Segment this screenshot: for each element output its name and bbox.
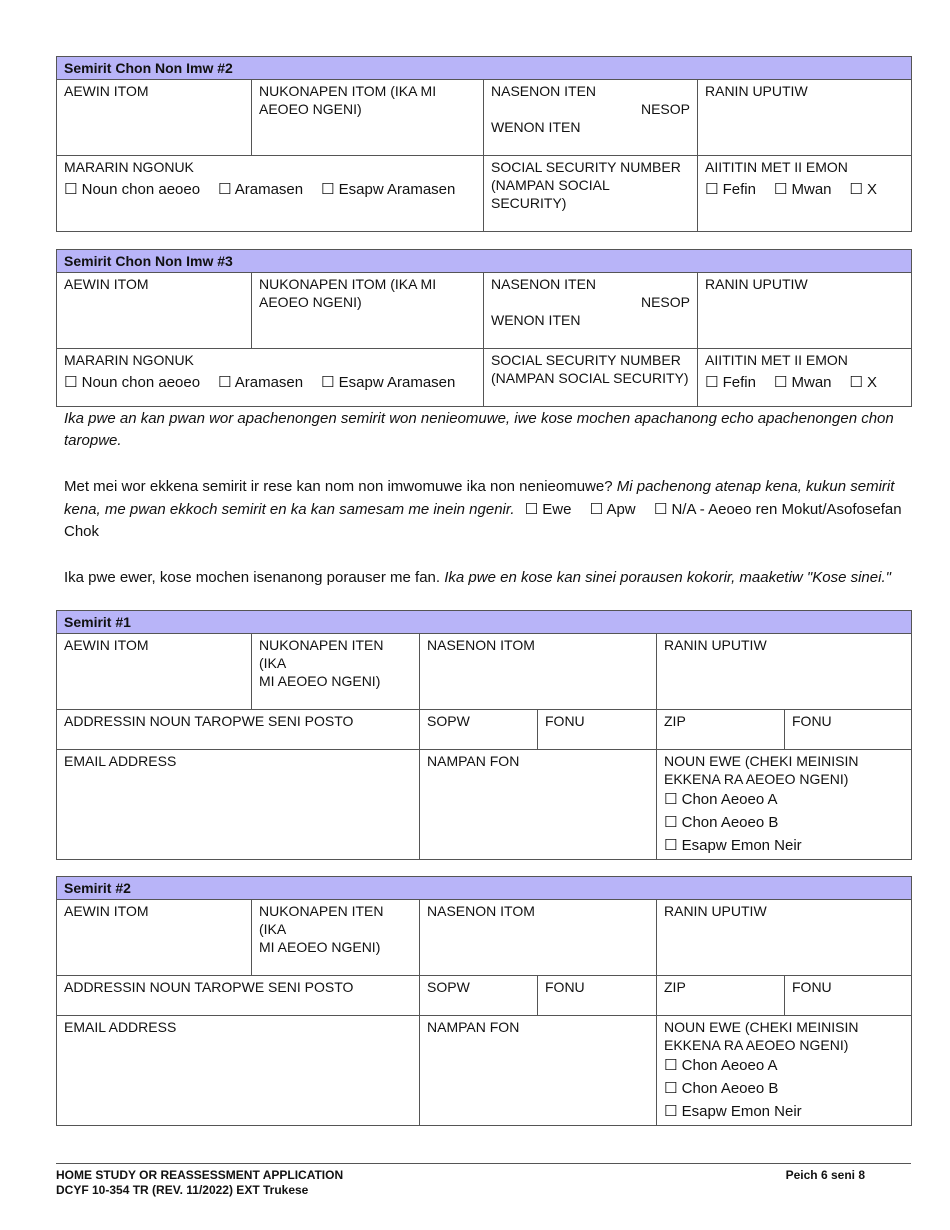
zip-label: ZIP — [664, 979, 686, 995]
middle-initial-label: RANIN UPUTIW — [664, 637, 767, 653]
relationship-option-nonrelative[interactable] — [321, 374, 455, 391]
last-name-field[interactable] — [252, 80, 484, 156]
first-name-field[interactable] — [57, 273, 252, 349]
parent-option-a[interactable] — [664, 1054, 904, 1077]
option-label: Chon Aeoeo A — [681, 1057, 778, 1074]
first-name-field[interactable] — [57, 80, 252, 156]
checkbox-icon: ☐ — [664, 813, 678, 831]
zip-field[interactable] — [657, 976, 785, 1016]
checkbox-icon: ☐ — [524, 500, 539, 518]
parent-label-2: EKKENA RA AEOEO NGENI) — [664, 1037, 849, 1053]
checkbox-icon: ☐ — [64, 373, 78, 391]
email-field[interactable] — [57, 750, 420, 860]
address-field[interactable] — [57, 710, 420, 750]
option-label: Noun chon aeoeo — [81, 374, 201, 391]
answer-no-label: Apw — [606, 501, 636, 518]
address-label: ADDRESSIN NOUN TAROPWE SENI POSTO — [64, 713, 354, 729]
answer-na-label: N/A - Aeoeo ren Mokut/Asofosefan Chok — [64, 501, 902, 540]
option-label: Esapw Aramasen — [338, 374, 456, 391]
relationship-option-relative[interactable] — [218, 181, 303, 198]
last-name-field[interactable] — [252, 634, 420, 710]
option-label: Fefin — [722, 374, 756, 391]
relationship-field — [57, 156, 484, 232]
parent-label-1: NOUN EWE (CHEKI MEINISIN — [664, 1019, 859, 1035]
birthdate-label: NASENON ITOM — [427, 637, 535, 653]
country-label: FONU — [792, 713, 832, 729]
city-label: SOPW — [427, 979, 470, 995]
last-name-label-2: AEOEO NGENI) — [259, 294, 362, 310]
last-name-field[interactable] — [252, 900, 420, 976]
parent-option-b[interactable] — [664, 1077, 904, 1100]
relationship-option-nonrelative[interactable] — [321, 181, 455, 198]
option-label: Fefin — [722, 181, 756, 198]
gender-option-x[interactable] — [849, 374, 877, 391]
first-name-label: AEWIN ITOM — [64, 903, 149, 919]
middle-initial-field[interactable] — [698, 273, 912, 349]
option-label: Esapw Emon Neir — [681, 1103, 802, 1120]
checkbox-icon: ☐ — [653, 500, 668, 518]
middle-initial-label: RANIN UPUTIW — [705, 83, 808, 99]
checkbox-icon: ☐ — [664, 1079, 678, 1097]
footer-form-number: DCYF 10-354 TR (REV. 11/2022) EXT Trukese — [56, 1183, 309, 1197]
checkbox-icon: ☐ — [664, 1102, 678, 1120]
middle-initial-label: RANIN UPUTIW — [664, 903, 767, 919]
first-name-field[interactable] — [57, 900, 252, 976]
first-name-label: AEWIN ITOM — [64, 637, 149, 653]
page-footer — [56, 1163, 911, 1198]
child-1-section — [56, 610, 911, 860]
ssn-field[interactable] — [484, 156, 698, 232]
answer-yes-label: Ewe — [542, 501, 572, 518]
middle-initial-label: RANIN UPUTIW — [705, 276, 808, 292]
checkbox-icon: ☐ — [64, 180, 78, 198]
gender-option-male[interactable] — [774, 181, 832, 198]
relationship-field — [57, 349, 484, 407]
gender-option-x[interactable] — [849, 181, 877, 198]
option-label: Mwan — [791, 181, 832, 198]
birthdate-field[interactable] — [484, 80, 698, 156]
checkbox-icon: ☐ — [705, 180, 719, 198]
zip-field[interactable] — [657, 710, 785, 750]
household-member-3-title: Semirit Chon Non Imw #3 — [57, 250, 912, 273]
checkbox-icon: ☐ — [321, 180, 335, 198]
relationship-option-relative[interactable] — [218, 374, 303, 391]
checkbox-icon: ☐ — [589, 500, 604, 518]
household-member-3-section — [56, 249, 911, 407]
question-italic-text: Mi pachenong atenap kena, kukun semirit kena, me pwan ekkoch semirit en ka kan samesam me inein ngenir. — [64, 478, 895, 518]
country-field[interactable] — [785, 710, 912, 750]
option-label: Chon Aeoeo B — [681, 1080, 779, 1097]
relationship-label: MARARIN NGONUK — [64, 159, 194, 175]
state-field[interactable] — [538, 710, 657, 750]
gender-option-female[interactable] — [705, 374, 756, 391]
birthdate-month-label: NESOP — [640, 101, 690, 117]
last-name-label-2: (IKA — [259, 655, 287, 671]
middle-initial-field[interactable] — [698, 80, 912, 156]
parent-label-2: EKKENA RA AEOEO NGENI) — [664, 771, 849, 787]
parent-field — [657, 1016, 912, 1126]
first-name-label: AEWIN ITOM — [64, 276, 149, 292]
parent-option-neither[interactable] — [664, 1100, 904, 1123]
gender-option-female[interactable] — [705, 181, 756, 198]
gender-label: AIITITIN MET II EMON — [705, 352, 848, 368]
checkbox-icon: ☐ — [664, 790, 678, 808]
address-field[interactable] — [57, 976, 420, 1016]
birthdate-label: NASENON ITOM — [427, 903, 535, 919]
first-name-field[interactable] — [57, 634, 252, 710]
checkbox-icon: ☐ — [321, 373, 335, 391]
last-name-label-1: NUKONAPEN ITEN — [259, 637, 384, 653]
birthdate-day-label: WENON ITEN — [491, 312, 581, 328]
household-member-2-table — [56, 56, 912, 232]
parent-label-1: NOUN EWE (CHEKI MEINISIN — [664, 753, 859, 769]
ssn-field[interactable] — [484, 349, 698, 407]
child-2-table — [56, 876, 912, 1126]
gender-field — [698, 349, 912, 407]
option-label: Aramasen — [234, 181, 304, 198]
checkbox-icon: ☐ — [849, 373, 863, 391]
city-field[interactable] — [420, 976, 538, 1016]
last-name-label-3: MI AEOEO NGENI) — [259, 673, 381, 689]
first-name-label: AEWIN ITOM — [64, 83, 149, 99]
country-field[interactable] — [785, 976, 912, 1016]
checkbox-icon: ☐ — [773, 373, 788, 391]
city-field[interactable] — [420, 710, 538, 750]
option-label: Esapw Emon Neir — [681, 837, 802, 854]
last-name-field[interactable] — [252, 273, 484, 349]
parent-option-a[interactable] — [664, 788, 904, 811]
instruction-text: Ika pwe ewer, kose mochen isenanong porauser me fan. — [64, 569, 441, 586]
ssn-label-1: SOCIAL SECURITY NUMBER — [491, 352, 681, 368]
option-label: X — [867, 181, 878, 198]
option-label: Mwan — [791, 374, 832, 391]
parent-option-neither[interactable] — [664, 834, 904, 857]
country-label: FONU — [792, 979, 832, 995]
address-label: ADDRESSIN NOUN TAROPWE SENI POSTO — [64, 979, 354, 995]
checkbox-icon: ☐ — [773, 180, 788, 198]
phone-field[interactable] — [420, 750, 657, 860]
last-name-label-1: NUKONAPEN ITEN — [259, 903, 384, 919]
answer-no-checkbox[interactable] — [590, 501, 636, 518]
checkbox-icon: ☐ — [217, 180, 232, 198]
birthdate-field[interactable] — [420, 900, 657, 976]
child-2-section — [56, 876, 911, 1126]
footer-form-title: HOME STUDY OR REASSESSMENT APPLICATION — [56, 1168, 344, 1182]
email-label: EMAIL ADDRESS — [64, 753, 177, 769]
child-1-table — [56, 610, 912, 860]
last-name-label-1: NUKONAPEN ITOM (IKA MI — [259, 83, 437, 99]
email-label: EMAIL ADDRESS — [64, 1019, 177, 1035]
child-2-title: Semirit #2 — [57, 877, 912, 900]
checkbox-icon: ☐ — [705, 373, 719, 391]
birthdate-label: NASENON ITEN — [491, 83, 597, 99]
checkbox-icon: ☐ — [664, 836, 678, 854]
ssn-label-3: SECURITY) — [491, 195, 567, 211]
household-member-2-section — [56, 56, 911, 232]
phone-field[interactable] — [420, 1016, 657, 1126]
checkbox-icon: ☐ — [664, 1056, 678, 1074]
email-field[interactable] — [57, 1016, 420, 1126]
state-field[interactable] — [538, 976, 657, 1016]
relationship-label: MARARIN NGONUK — [64, 352, 194, 368]
option-label: Esapw Aramasen — [338, 181, 456, 198]
household-member-3-table — [56, 249, 912, 407]
child-1-title: Semirit #1 — [57, 611, 912, 634]
question-other-children — [64, 476, 904, 543]
parent-option-b[interactable] — [664, 811, 904, 834]
middle-initial-field[interactable] — [657, 634, 912, 710]
ssn-label-2: (NAMPAN SOCIAL SECURITY) — [491, 370, 689, 386]
household-member-2-title: Semirit Chon Non Imw #2 — [57, 57, 912, 80]
relationship-option-parent[interactable] — [64, 181, 200, 198]
birthdate-field[interactable] — [484, 273, 698, 349]
option-label: Chon Aeoeo A — [681, 791, 778, 808]
last-name-label-2: AEOEO NGENI) — [259, 101, 362, 117]
answer-yes-checkbox[interactable] — [525, 501, 572, 518]
parent-field — [657, 750, 912, 860]
birthdate-label: NASENON ITEN — [491, 276, 597, 292]
option-label: Noun chon aeoeo — [81, 181, 201, 198]
option-label: X — [867, 374, 878, 391]
last-name-label-3: MI AEOEO NGENI) — [259, 939, 381, 955]
instruction-children — [64, 568, 904, 588]
gender-field — [698, 156, 912, 232]
option-label: Aramasen — [234, 374, 304, 391]
phone-label: NAMPAN FON — [427, 1019, 520, 1035]
instruction-italic-text: Ika pwe en kose kan sinei porausen kokorir, maaketiw "Kose sinei." — [444, 569, 891, 586]
question-text: Met mei wor ekkena semirit ir rese kan nom non imwomuwe ika non nenieomuwe? — [64, 478, 613, 495]
checkbox-icon: ☐ — [849, 180, 863, 198]
option-label: Chon Aeoeo B — [681, 814, 779, 831]
birthdate-day-label: WENON ITEN — [491, 119, 581, 135]
checkbox-icon: ☐ — [217, 373, 232, 391]
last-name-label-2: (IKA — [259, 921, 287, 937]
birthdate-month-label: NESOP — [640, 294, 690, 310]
footer-page-number: Peich 6 seni 8 — [785, 1168, 865, 1182]
gender-option-male[interactable] — [774, 374, 832, 391]
ssn-label-1: SOCIAL SECURITY NUMBER — [491, 159, 681, 175]
note-more-rows: Ika pwe an kan pwan wor apachenongen semirit won nenieomuwe, iwe kose mochen apachanong echo apachenongen chon taropwe. — [64, 410, 894, 449]
last-name-label-1: NUKONAPEN ITOM (IKA MI — [259, 276, 437, 292]
phone-label: NAMPAN FON — [427, 753, 520, 769]
city-label: SOPW — [427, 713, 470, 729]
state-label: FONU — [545, 979, 585, 995]
birthdate-field[interactable] — [420, 634, 657, 710]
zip-label: ZIP — [664, 713, 686, 729]
ssn-label-2: (NAMPAN SOCIAL — [491, 177, 610, 193]
relationship-option-parent[interactable] — [64, 374, 200, 391]
state-label: FONU — [545, 713, 585, 729]
middle-initial-field[interactable] — [657, 900, 912, 976]
gender-label: AIITITIN MET II EMON — [705, 159, 848, 175]
